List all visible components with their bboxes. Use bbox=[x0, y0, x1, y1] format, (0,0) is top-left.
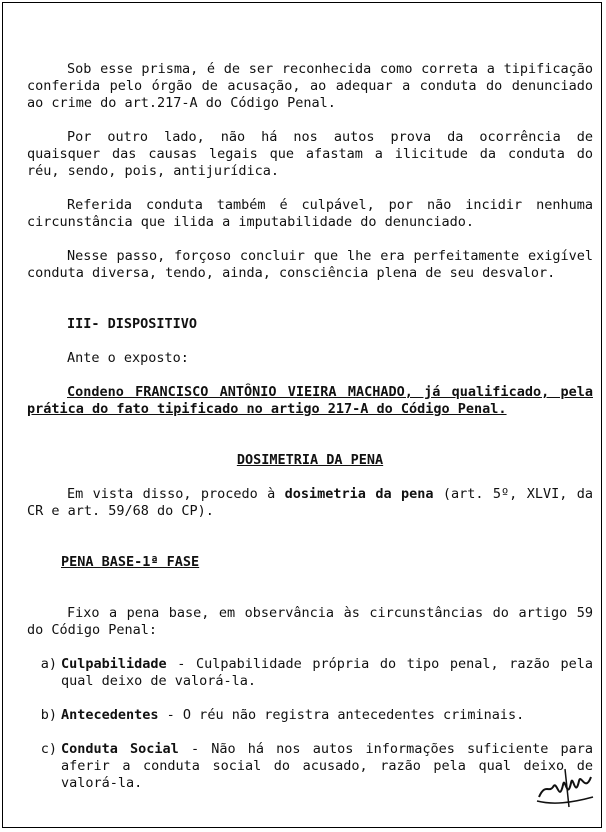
dosimetria-text-after: (art. 5º, XLVI, da CR e art. 59/68 do CP). bbox=[27, 486, 593, 519]
list-item-title: Culpabilidade bbox=[61, 656, 167, 672]
list-marker: b) bbox=[40, 707, 57, 723]
section-heading-dispositivo: III- DISPOSITIVO bbox=[67, 316, 198, 332]
list-item-text bbox=[61, 656, 593, 690]
pena-base-intro: Fixo a pena base, em observância às circunstâncias do artigo 59 do Código Penal: bbox=[27, 605, 593, 638]
list-item-title: Antecedentes bbox=[61, 707, 159, 723]
paragraph-exigibilidade: Nesse passo, forçoso concluir que lhe era perfeitamente exigível conduta diversa, tendo, ainda, consciência plena de seu desvalor. bbox=[27, 248, 593, 281]
list-item-body: - O réu não registra antecedentes criminais. bbox=[158, 707, 525, 723]
paragraph-culpabilidade: Referida conduta também é culpável, por não incidir nenhuma circunstância que ilida a imputabilidade do denunciado. bbox=[27, 197, 593, 230]
section-heading-pena-base: PENA BASE-1ª FASE bbox=[61, 554, 200, 570]
list-item-body: - Não há nos autos informações suficiente para aferir a conduta social do acusado, razão pela qual deixo de valorá-la. bbox=[61, 741, 593, 791]
paragraph-ilicitude: Por outro lado, não há nos autos prova da ocorrência de quaisquer das causas legais que afastam a ilicitude da conduta do réu, sendo, pois, antijurídica. bbox=[27, 129, 593, 179]
list-marker: a) bbox=[40, 656, 57, 672]
document-page bbox=[2, 2, 602, 828]
list-item-antecedentes bbox=[27, 707, 593, 724]
dispositivo-intro: Ante o exposto: bbox=[67, 350, 189, 366]
dosimetria-text-bold: dosimetria da pena bbox=[284, 486, 434, 502]
list-marker: c) bbox=[40, 741, 57, 757]
conviction-statement: Condeno FRANCISCO ANTÔNIO VIEIRA MACHADO, já qualificado, pela prática do fato tipificado no artigo 217-A do Código Penal. bbox=[27, 384, 593, 417]
list-item-body: - Culpabilidade própria do tipo penal, razão pela qual deixo de valorá-la. bbox=[61, 656, 593, 689]
list-item-text bbox=[61, 741, 593, 792]
list-item-text bbox=[61, 707, 593, 724]
dosimetria-paragraph bbox=[27, 486, 593, 520]
section-heading-dosimetria: DOSIMETRIA DA PENA bbox=[236, 452, 384, 468]
list-item-conduta-social bbox=[27, 741, 593, 792]
dosimetria-text-before: Em vista disso, procedo à bbox=[67, 486, 285, 502]
list-item-culpabilidade bbox=[27, 656, 593, 690]
paragraph-tipificacao: Sob esse prisma, é de ser reconhecida como correta a tipificação conferida pelo órgão de acusação, ao adequar a conduta do denunciado ao crime do art.217-A do Código Penal. bbox=[27, 61, 593, 111]
handwritten-signature bbox=[535, 763, 595, 809]
document-body bbox=[27, 61, 593, 792]
list-item-title: Conduta Social bbox=[61, 741, 179, 757]
